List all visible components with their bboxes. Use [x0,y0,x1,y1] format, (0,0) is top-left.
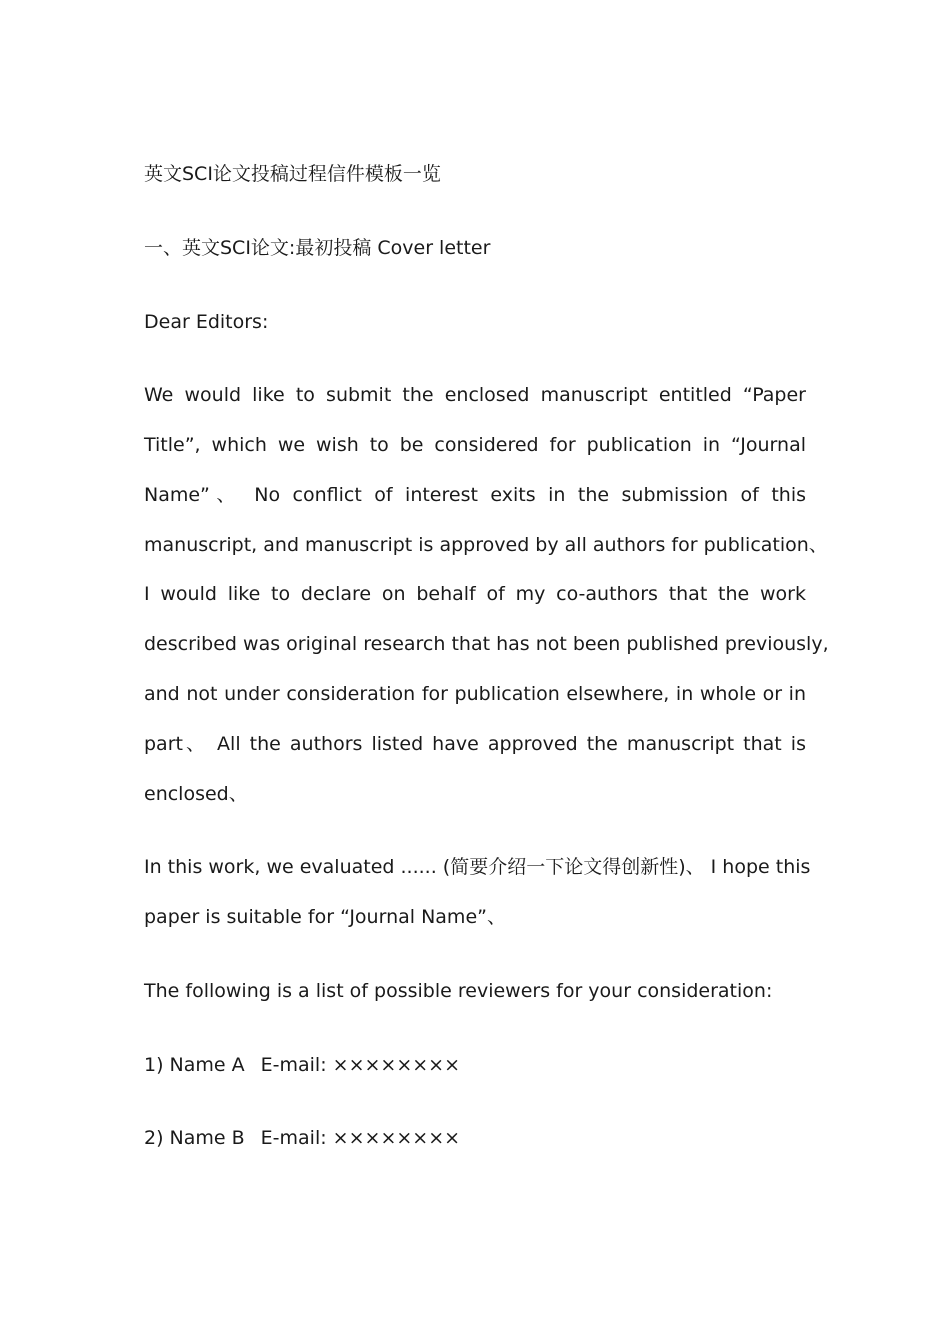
paragraph-line: manuscript, and manuscript is approved by all authors for publication、 [144,534,828,556]
paragraph-line: We would like to submit the enclosed manuscript entitled “Paper [144,384,806,406]
paragraph-line: described was original research that has not been published previously, [144,633,829,655]
reviewer-name: 1) Name A [144,1054,245,1076]
paragraph-line: In this work, we evaluated ...... (简要介绍一下论文得创新性)、 I hope this [144,856,811,878]
reviewer-item [144,1126,806,1150]
paragraph-line: part、 All the authors listed have approved the manuscript that is [144,733,806,755]
reviewer-name: 2) Name B [144,1127,245,1149]
paragraph-line: Title”, which we wish to be considered for publication in “Journal [144,434,806,456]
reviewer-email: E-mail: ×××××××× [260,1127,461,1149]
paragraph-line: and not under consideration for publication elsewhere, in whole or in [144,683,806,705]
section-heading: 一、英文SCI论文:最初投稿 Cover letter [144,237,491,259]
paragraph-line: Name”、 No conflict of interest exits in the submission of this [144,484,806,506]
reviewer-item [144,1053,806,1077]
document-title: 英文SCI论文投稿过程信件模板一览 [144,163,441,185]
reviewers-intro: The following is a list of possible reviewers for your consideration: [144,980,773,1002]
paragraph-line: I would like to declare on behalf of my co-authors that the work [144,583,806,605]
salutation: Dear Editors: [144,311,269,333]
paragraph-line: paper is suitable for “Journal Name”、 [144,906,506,928]
paragraph-line: enclosed、 [144,783,248,805]
reviewer-email: E-mail: ×××××××× [260,1054,461,1076]
